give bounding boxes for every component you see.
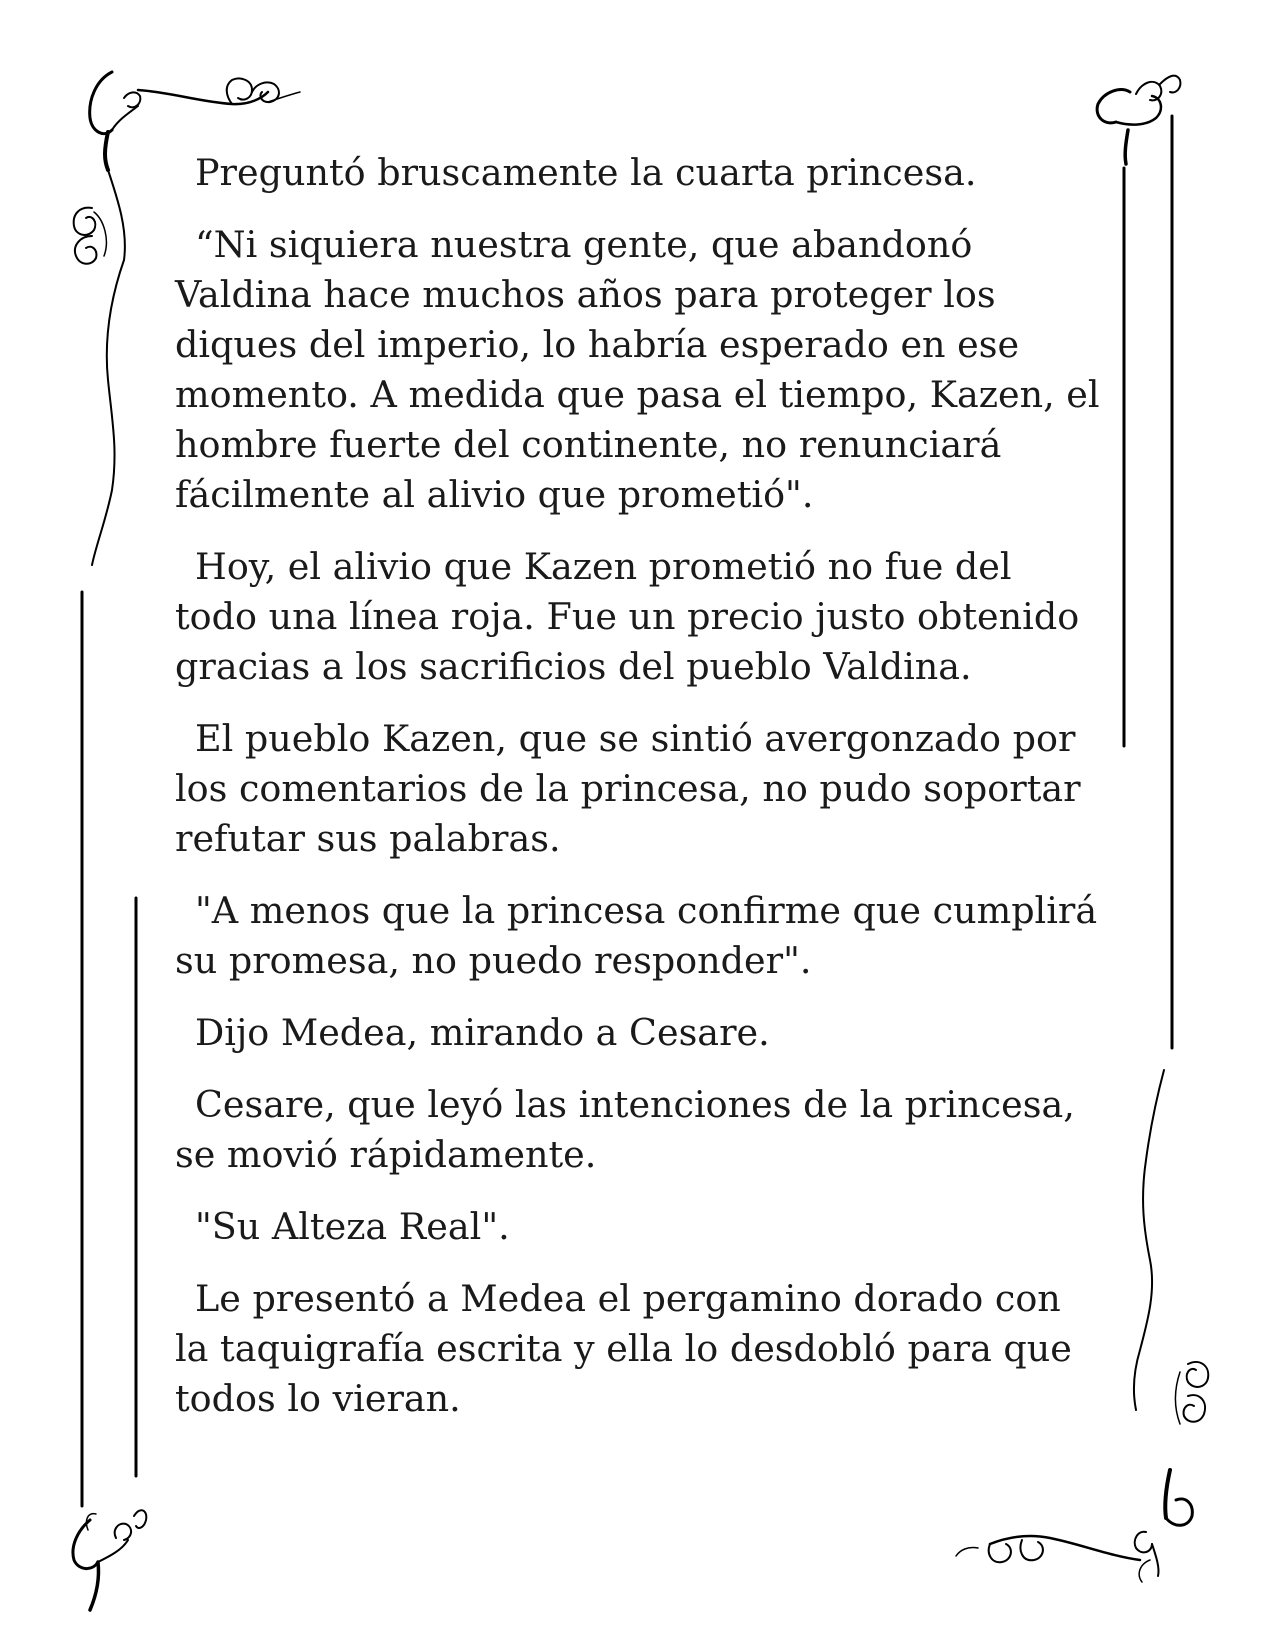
paragraph: "A menos que la princesa confirme que cumplirá su promesa, no puedo responder". bbox=[175, 889, 1098, 982]
paragraph: "Su Alteza Real". bbox=[195, 1205, 510, 1248]
paragraph: Preguntó bruscamente la cuarta princesa. bbox=[195, 151, 977, 194]
bottom-left-flourish-icon bbox=[73, 1510, 146, 1610]
paragraph: Dijo Medea, mirando a Cesare. bbox=[195, 1011, 770, 1054]
paragraph: Hoy, el alivio que Kazen prometió no fue del todo una línea roja. Fue un precio justo obtenido gracias a los sacrificios del pueblo Valdina. bbox=[175, 545, 1080, 688]
paragraph: “Ni siquiera nuestra gente, que abandonó Valdina hace muchos años para proteger los diques del imperio, lo habría esperado en ese momento. A medida que pasa el tiempo, Kazen, el hombre fuerte del continente, no renunciará fácilmente al alivio que prometió". bbox=[175, 223, 1100, 516]
paragraph: Cesare, que leyó las intenciones de la princesa, se movió rápidamente. bbox=[175, 1083, 1075, 1176]
document-body bbox=[175, 148, 1105, 1446]
paragraph: El pueblo Kazen, que se sintió avergonzado por los comentarios de la princesa, no pudo soportar refutar sus palabras. bbox=[175, 717, 1081, 860]
paragraph: Le presentó a Medea el pergamino dorado con la taquigrafía escrita y ella lo desdobló para que todos lo vieran. bbox=[175, 1277, 1072, 1420]
top-right-flourish-icon bbox=[1097, 76, 1180, 164]
